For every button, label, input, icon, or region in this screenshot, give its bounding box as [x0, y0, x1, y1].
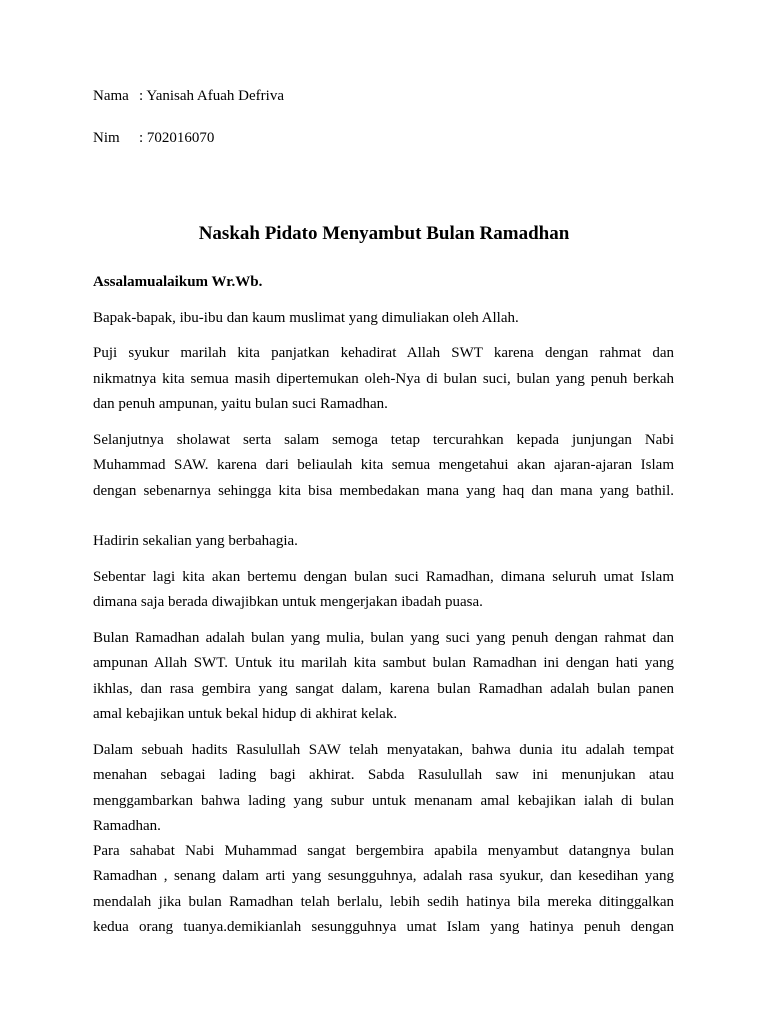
paragraph-line: Selanjutnya sholawat serta salam semoga tetap tercurahkan kepada junjungan Nabi	[93, 432, 674, 448]
paragraph-line: Bapak-bapak, ibu-ibu dan kaum muslimat yang dimuliakan oleh Allah.	[93, 310, 519, 326]
paragraph-line: kedua orang tuanya.demikianlah sesungguhnya umat Islam yang hatinya penuh dengan	[93, 919, 674, 935]
paragraph-line: menggambarkan bahwa lading yang subur untuk menanam amal kebajikan ialah di bulan	[93, 793, 674, 809]
name-value: : Yanisah Afuah Defriva	[139, 88, 284, 104]
paragraph-line: Para sahabat Nabi Muhammad sangat bergembira apabila menyambut datangnya bulan	[93, 843, 674, 859]
paragraph-line: Ramadhan , senang dalam arti yang sesungguhnya, adalah rasa syukur, dan kesedihan yang	[93, 868, 674, 884]
paragraph-line: ampunan Allah SWT. Untuk itu marilah kita sambut bulan Ramadhan ini dengan hati yang	[93, 655, 674, 671]
paragraph-line: ikhlas, dan rasa gembira yang sangat dalam, karena bulan Ramadhan adalah bulan panen	[93, 681, 674, 697]
paragraph-line: Sebentar lagi kita akan bertemu dengan bulan suci Ramadhan, dimana seluruh umat Islam	[93, 569, 674, 585]
paragraph-line: Muhammad SAW. karena dari beliaulah kita semua mengetahui akan ajaran-ajaran Islam	[93, 457, 674, 473]
paragraph-line: dan penuh ampunan, yaitu bulan suci Ramadhan.	[93, 396, 388, 412]
paragraph-line: Hadirin sekalian yang berbahagia.	[93, 533, 298, 549]
nim-value: : 702016070	[139, 130, 215, 146]
greeting: Assalamualaikum Wr.Wb.	[93, 274, 263, 290]
paragraph-line: Puji syukur marilah kita panjatkan kehadirat Allah SWT karena dengan rahmat dan	[93, 345, 674, 361]
document-title: Naskah Pidato Menyambut Bulan Ramadhan	[198, 223, 570, 244]
nim-label: Nim	[93, 130, 120, 146]
paragraph-line: dimana saja berada diwajibkan untuk mengerjakan ibadah puasa.	[93, 594, 483, 610]
paragraph-line: nikmatnya kita semua masih dipertemukan oleh-Nya di bulan suci, bulan yang penuh berkah	[93, 371, 674, 387]
paragraph-line: menahan sebagai lading bagi akhirat. Sabda Rasulullah saw ini menunjukan atau	[93, 767, 674, 783]
paragraph-line: Bulan Ramadhan adalah bulan yang mulia, bulan yang suci yang penuh dengan rahmat dan	[93, 630, 674, 646]
paragraph-line: Ramadhan.	[93, 818, 161, 834]
paragraph-line: mendalah jika bulan Ramadhan telah berlalu, lebih sedih hatinya bila mereka ditinggalkan	[93, 894, 674, 910]
name-label: Nama	[93, 88, 129, 104]
paragraph-line: dengan sebenarnya sehingga kita bisa membedakan mana yang haq dan mana yang bathil.	[93, 483, 674, 499]
paragraph-line: Dalam sebuah hadits Rasulullah SAW telah menyatakan, bahwa dunia itu adalah tempat	[93, 742, 674, 758]
paragraph-line: amal kebajikan untuk bekal hidup di akhirat kelak.	[93, 706, 398, 722]
